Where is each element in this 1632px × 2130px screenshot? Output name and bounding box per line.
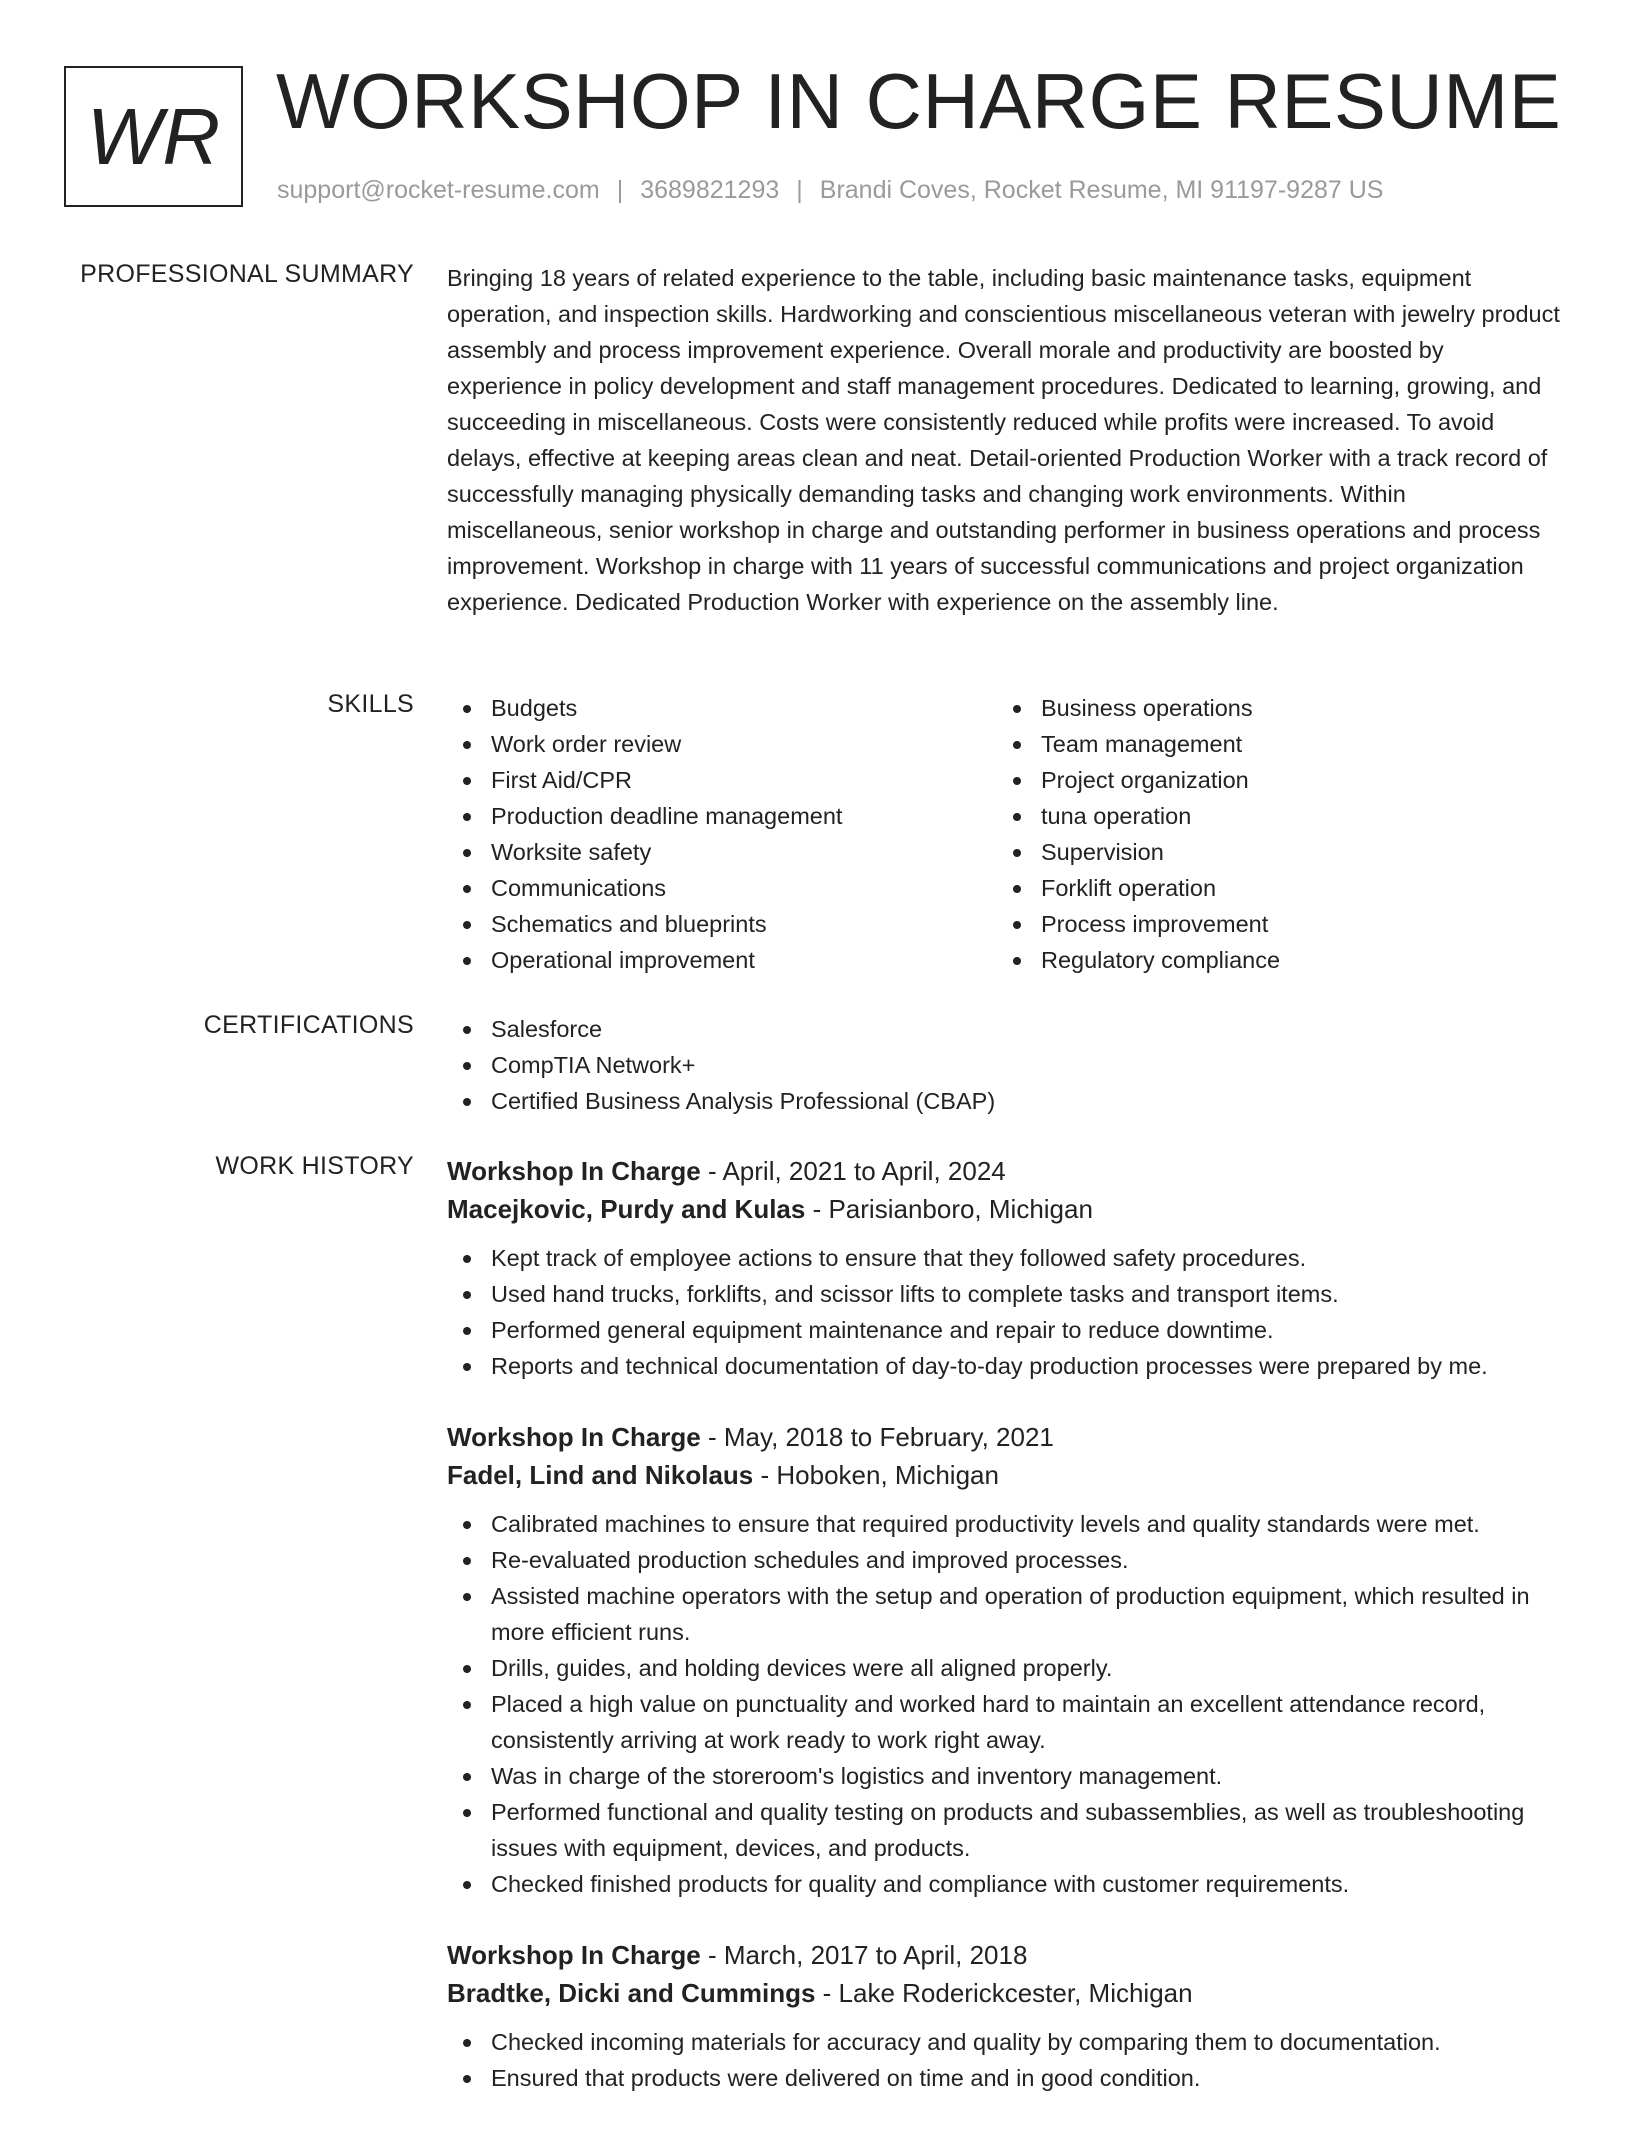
job-duty-item: Reports and technical documentation of day-to-day production processes were prepared by me. <box>447 1348 1562 1384</box>
job-entry <box>447 1152 1562 1384</box>
job-company: Fadel, Lind and Nikolaus <box>447 1460 754 1490</box>
job-company-line <box>447 1190 1562 1228</box>
job-title-line <box>447 1418 1562 1456</box>
job-duty-item: Performed general equipment maintenance and repair to reduce downtime. <box>447 1312 1562 1348</box>
section-label-certifications: CERTIFICATIONS <box>203 1011 414 1039</box>
skills-list-right <box>997 690 1547 978</box>
skill-item: Forklift operation <box>997 870 1547 906</box>
skill-item: Project organization <box>997 762 1547 798</box>
contact-separator: | <box>796 176 803 204</box>
skill-item: tuna operation <box>997 798 1547 834</box>
job-dates: - March, 2017 to April, 2018 <box>700 1940 1028 1970</box>
skill-item: Supervision <box>997 834 1547 870</box>
job-location: - Parisianboro, Michigan <box>805 1194 1093 1224</box>
job-dates: - May, 2018 to February, 2021 <box>700 1422 1054 1452</box>
job-title: Workshop In Charge <box>447 1422 701 1452</box>
skill-item: Operational improvement <box>447 942 997 978</box>
skill-item: Business operations <box>997 690 1547 726</box>
section-label-summary: PROFESSIONAL SUMMARY <box>80 260 414 288</box>
job-entry <box>447 1936 1562 2096</box>
summary-text: Bringing 18 years of related experience to the table, including basic maintenance tasks, equipment operation, and inspection skills. Hardworking and conscientious miscellaneous veteran with jewelry product assembly and process improvement experience. Overall morale and productivity are boosted by experience in policy development and staff management procedures. Dedicated to learning, growing, and succeeding in miscellaneous. Costs were consistently reduced while profits were increased. To avoid delays, effective at keeping areas clean and neat. Detail-oriented Production Worker with a track record of successfully managing physically demanding tasks and changing work environments. Within miscellaneous, senior workshop in charge and outstanding performer in business operations and process improvement. Workshop in charge with 11 years of successful communications and project organization experience. Dedicated Production Worker with experience on the assembly line. <box>447 265 1560 615</box>
job-duties-list <box>447 2024 1562 2096</box>
job-duty-item: Drills, guides, and holding devices were all aligned properly. <box>447 1650 1562 1686</box>
certification-item: CompTIA Network+ <box>447 1047 1562 1083</box>
job-duty-item: Placed a high value on punctuality and worked hard to maintain an excellent attendance record, consistently arriving at work ready to work right away. <box>447 1686 1562 1758</box>
monogram-box <box>64 66 243 207</box>
skill-item: Worksite safety <box>447 834 997 870</box>
skill-item: First Aid/CPR <box>447 762 997 798</box>
skill-item: Work order review <box>447 726 997 762</box>
job-duties-list <box>447 1240 1562 1384</box>
job-title-line <box>447 1152 1562 1190</box>
monogram-initials: WR <box>86 91 221 181</box>
job-title-line <box>447 1936 1562 1974</box>
job-company-line <box>447 1974 1562 2012</box>
certification-item: Certified Business Analysis Professional (CBAP) <box>447 1083 1562 1119</box>
resume-title: WORKSHOP IN CHARGE RESUME <box>276 57 1562 145</box>
skill-item: Process improvement <box>997 906 1547 942</box>
section-label-skills: SKILLS <box>327 690 414 718</box>
contact-phone: 3689821293 <box>640 176 780 204</box>
skill-item: Communications <box>447 870 997 906</box>
job-title: Workshop In Charge <box>447 1156 701 1186</box>
contact-separator: | <box>616 176 624 204</box>
job-duty-item: Checked finished products for quality and compliance with customer requirements. <box>447 1866 1562 1902</box>
job-location: - Hoboken, Michigan <box>753 1460 999 1490</box>
skill-item: Team management <box>997 726 1547 762</box>
job-dates: - April, 2021 to April, 2024 <box>700 1156 1006 1186</box>
certifications-list <box>447 1011 1562 1119</box>
skill-item: Schematics and blueprints <box>447 906 997 942</box>
job-duty-item: Kept track of employee actions to ensure that they followed safety procedures. <box>447 1240 1562 1276</box>
job-title: Workshop In Charge <box>447 1940 701 1970</box>
certification-item: Salesforce <box>447 1011 1562 1047</box>
work-history-list <box>447 1152 1562 2130</box>
job-duty-item: Assisted machine operators with the setup and operation of production equipment, which resulted in more efficient runs. <box>447 1578 1562 1650</box>
job-entry <box>447 1418 1562 1902</box>
skill-item: Production deadline management <box>447 798 997 834</box>
job-company: Bradtke, Dicki and Cummings <box>447 1978 816 2008</box>
job-company-line <box>447 1456 1562 1494</box>
skill-item: Regulatory compliance <box>997 942 1547 978</box>
job-duty-item: Ensured that products were delivered on time and in good condition. <box>447 2060 1562 2096</box>
job-duty-item: Re-evaluated production schedules and improved processes. <box>447 1542 1562 1578</box>
skills-list-left <box>447 690 997 978</box>
section-label-work-history: WORK HISTORY <box>215 1152 414 1180</box>
job-duty-item: Checked incoming materials for accuracy and quality by comparing them to documentation. <box>447 2024 1562 2060</box>
job-duty-item: Calibrated machines to ensure that required productivity levels and quality standards were met. <box>447 1506 1562 1542</box>
contact-address: Brandi Coves, Rocket Resume, MI 91197-9287 US <box>819 176 1384 204</box>
job-duty-item: Was in charge of the storeroom's logistics and inventory management. <box>447 1758 1562 1794</box>
contact-line <box>277 176 1383 205</box>
job-duty-item: Used hand trucks, forklifts, and scissor lifts to complete tasks and transport items. <box>447 1276 1562 1312</box>
job-duty-item: Performed functional and quality testing on products and subassemblies, as well as troubleshooting issues with equipment, devices, and products. <box>447 1794 1562 1866</box>
job-duties-list <box>447 1506 1562 1902</box>
skill-item: Budgets <box>447 690 997 726</box>
job-company: Macejkovic, Purdy and Kulas <box>447 1194 806 1224</box>
contact-email: support@rocket-resume.com <box>277 176 600 204</box>
job-location: - Lake Roderickcester, Michigan <box>815 1978 1193 2008</box>
